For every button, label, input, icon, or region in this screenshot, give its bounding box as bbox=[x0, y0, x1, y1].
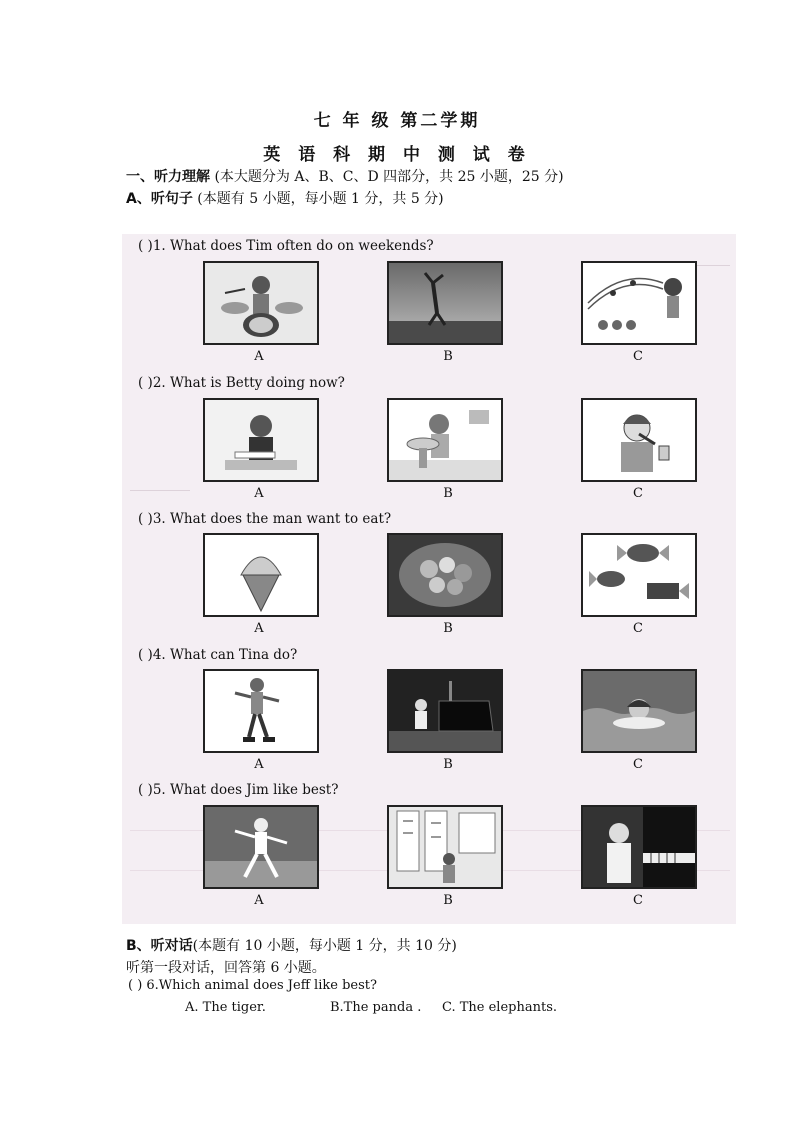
section-a-label: A、听句子 bbox=[126, 191, 193, 207]
q3-option-b-label: B bbox=[443, 621, 453, 636]
section-a-note: (本题有 5 小题，每小题 1 分，共 5 分) bbox=[192, 191, 444, 207]
section-b-instruction: 听第一段对话，回答第 6 小题。 bbox=[126, 960, 326, 976]
exam-subject-title: 英 语 科 期 中 测 试 卷 bbox=[263, 145, 531, 165]
roller-skating-picture bbox=[203, 669, 319, 753]
q2-option-c-label: C bbox=[633, 486, 643, 501]
girl-swimming-picture bbox=[581, 669, 697, 753]
q1-option-a-label: A bbox=[254, 349, 264, 364]
question-2-prompt: ( )2. What is Betty doing now? bbox=[138, 375, 345, 391]
fruit-bowl-picture bbox=[387, 533, 503, 617]
section-b-note: (本题有 10 小题，每小题 1 分，共 10 分) bbox=[192, 938, 457, 954]
question-4-prompt: ( )4. What can Tina do? bbox=[138, 647, 298, 663]
handstand-on-grass-picture bbox=[387, 261, 503, 345]
ice-cream-cone-picture bbox=[203, 533, 319, 617]
q3-option-a-label: A bbox=[254, 621, 264, 636]
section-b-label: B、听对话 bbox=[126, 938, 193, 954]
q2-option-b-label: B bbox=[443, 486, 453, 501]
kids-singing-music-picture bbox=[581, 261, 697, 345]
question-5-prompt: ( )5. What does Jim like best? bbox=[138, 782, 339, 798]
candies-picture bbox=[581, 533, 697, 617]
q1-option-c-label: C bbox=[633, 349, 643, 364]
question-6-prompt: ( ) 6.Which animal does Jeff like best? bbox=[128, 978, 377, 993]
section-b-heading bbox=[126, 935, 457, 955]
bleed-through-mark bbox=[130, 480, 190, 491]
boy-playing-piano-picture bbox=[581, 805, 697, 889]
girl-washing-face-picture bbox=[387, 398, 503, 482]
q6-option-c: C. The elephants. bbox=[442, 1000, 558, 1015]
q4-option-a-label: A bbox=[254, 757, 264, 772]
q4-option-c-label: C bbox=[633, 757, 643, 772]
q3-option-c-label: C bbox=[633, 621, 643, 636]
question-3-prompt: ( )3. What does the man want to eat? bbox=[138, 511, 392, 527]
q2-option-a-label: A bbox=[254, 486, 264, 501]
q1-option-b-label: B bbox=[443, 349, 453, 364]
exam-grade-title: 七 年 级 第二学期 bbox=[313, 111, 481, 131]
section-listening-heading bbox=[126, 166, 564, 186]
question-1-prompt: ( )1. What does Tim often do on weekends? bbox=[138, 238, 434, 254]
section-listening-note: (本大题分为 A、B、C、D 四部分，共 25 小题，25 分) bbox=[210, 169, 564, 185]
piano-on-stage-picture bbox=[387, 669, 503, 753]
q5-option-a-label: A bbox=[254, 893, 264, 908]
girl-drawing-picture bbox=[203, 398, 319, 482]
section-listening-label: 一、听力理解 bbox=[126, 169, 210, 185]
section-a-heading bbox=[126, 188, 444, 208]
q6-option-b: B.The panda . bbox=[330, 1000, 422, 1015]
drum-kit-picture bbox=[203, 261, 319, 345]
q4-option-b-label: B bbox=[443, 757, 453, 772]
calligraphy-picture bbox=[387, 805, 503, 889]
q6-option-a: A. The tiger. bbox=[185, 1000, 266, 1015]
q5-option-b-label: B bbox=[443, 893, 453, 908]
kung-fu-picture bbox=[203, 805, 319, 889]
q5-option-c-label: C bbox=[633, 893, 643, 908]
woman-brushing-teeth-picture bbox=[581, 398, 697, 482]
